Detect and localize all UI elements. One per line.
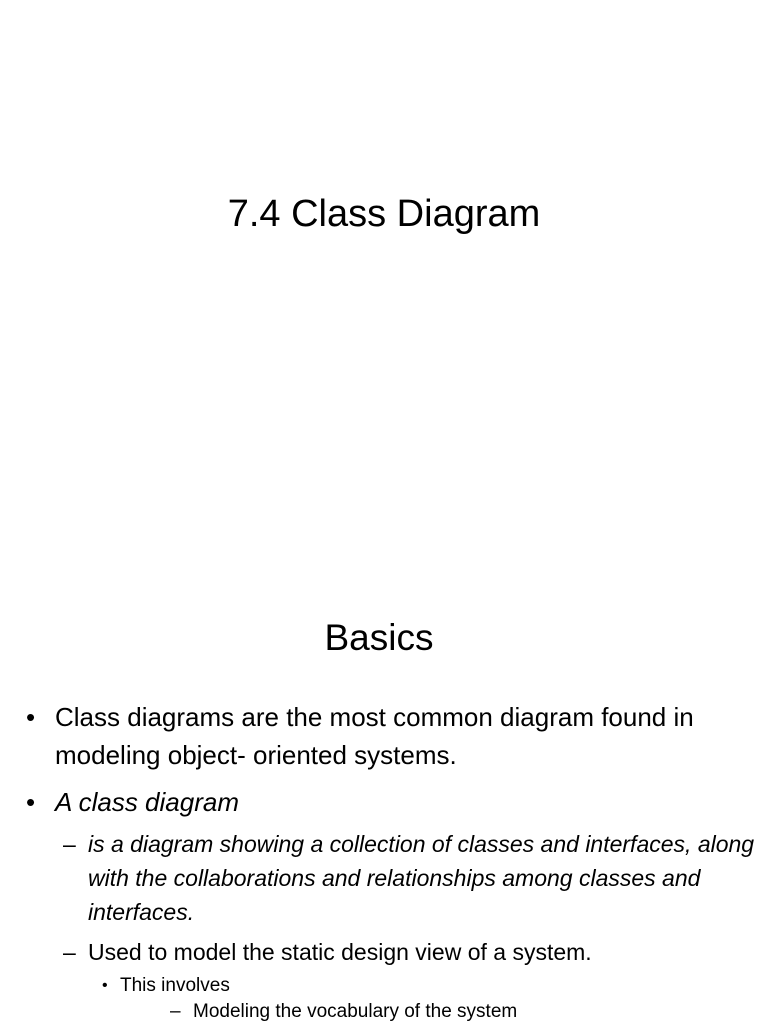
basics-slide	[0, 576, 768, 1024]
sub-bullet-text: Used to model the static design view of a system.	[88, 939, 592, 965]
slide-heading: Basics	[324, 617, 434, 658]
sub-sub-bullet-text: This involves	[120, 975, 230, 996]
sub-bullet-item	[0, 827, 768, 929]
bullet-item	[0, 783, 768, 821]
bullet-marker: •	[26, 702, 36, 732]
level4-bullet-item	[0, 999, 768, 1025]
level4-bullet-text: Modeling the vocabulary of the system	[193, 1001, 518, 1022]
dash-marker: –	[63, 939, 76, 965]
bullet-marker: •	[102, 977, 108, 994]
dash-marker: –	[63, 831, 76, 857]
sub-bullet-item	[0, 935, 768, 969]
dash-marker: –	[170, 1001, 181, 1022]
bullet-text: A class diagram	[55, 787, 239, 817]
sub-sub-bullet-item	[0, 973, 768, 999]
sub-bullet-text: is a diagram showing a collection of classes and interfaces, along with the collaborations and relationships among classes and interfaces.	[88, 831, 755, 925]
slide-title: 7.4 Class Diagram	[227, 193, 541, 235]
bullet-item	[0, 698, 768, 774]
bullet-list	[0, 698, 768, 1025]
bullet-text: Class diagrams are the most common diagram found in modeling object- oriented systems.	[55, 702, 694, 770]
bullet-marker: •	[26, 787, 36, 817]
